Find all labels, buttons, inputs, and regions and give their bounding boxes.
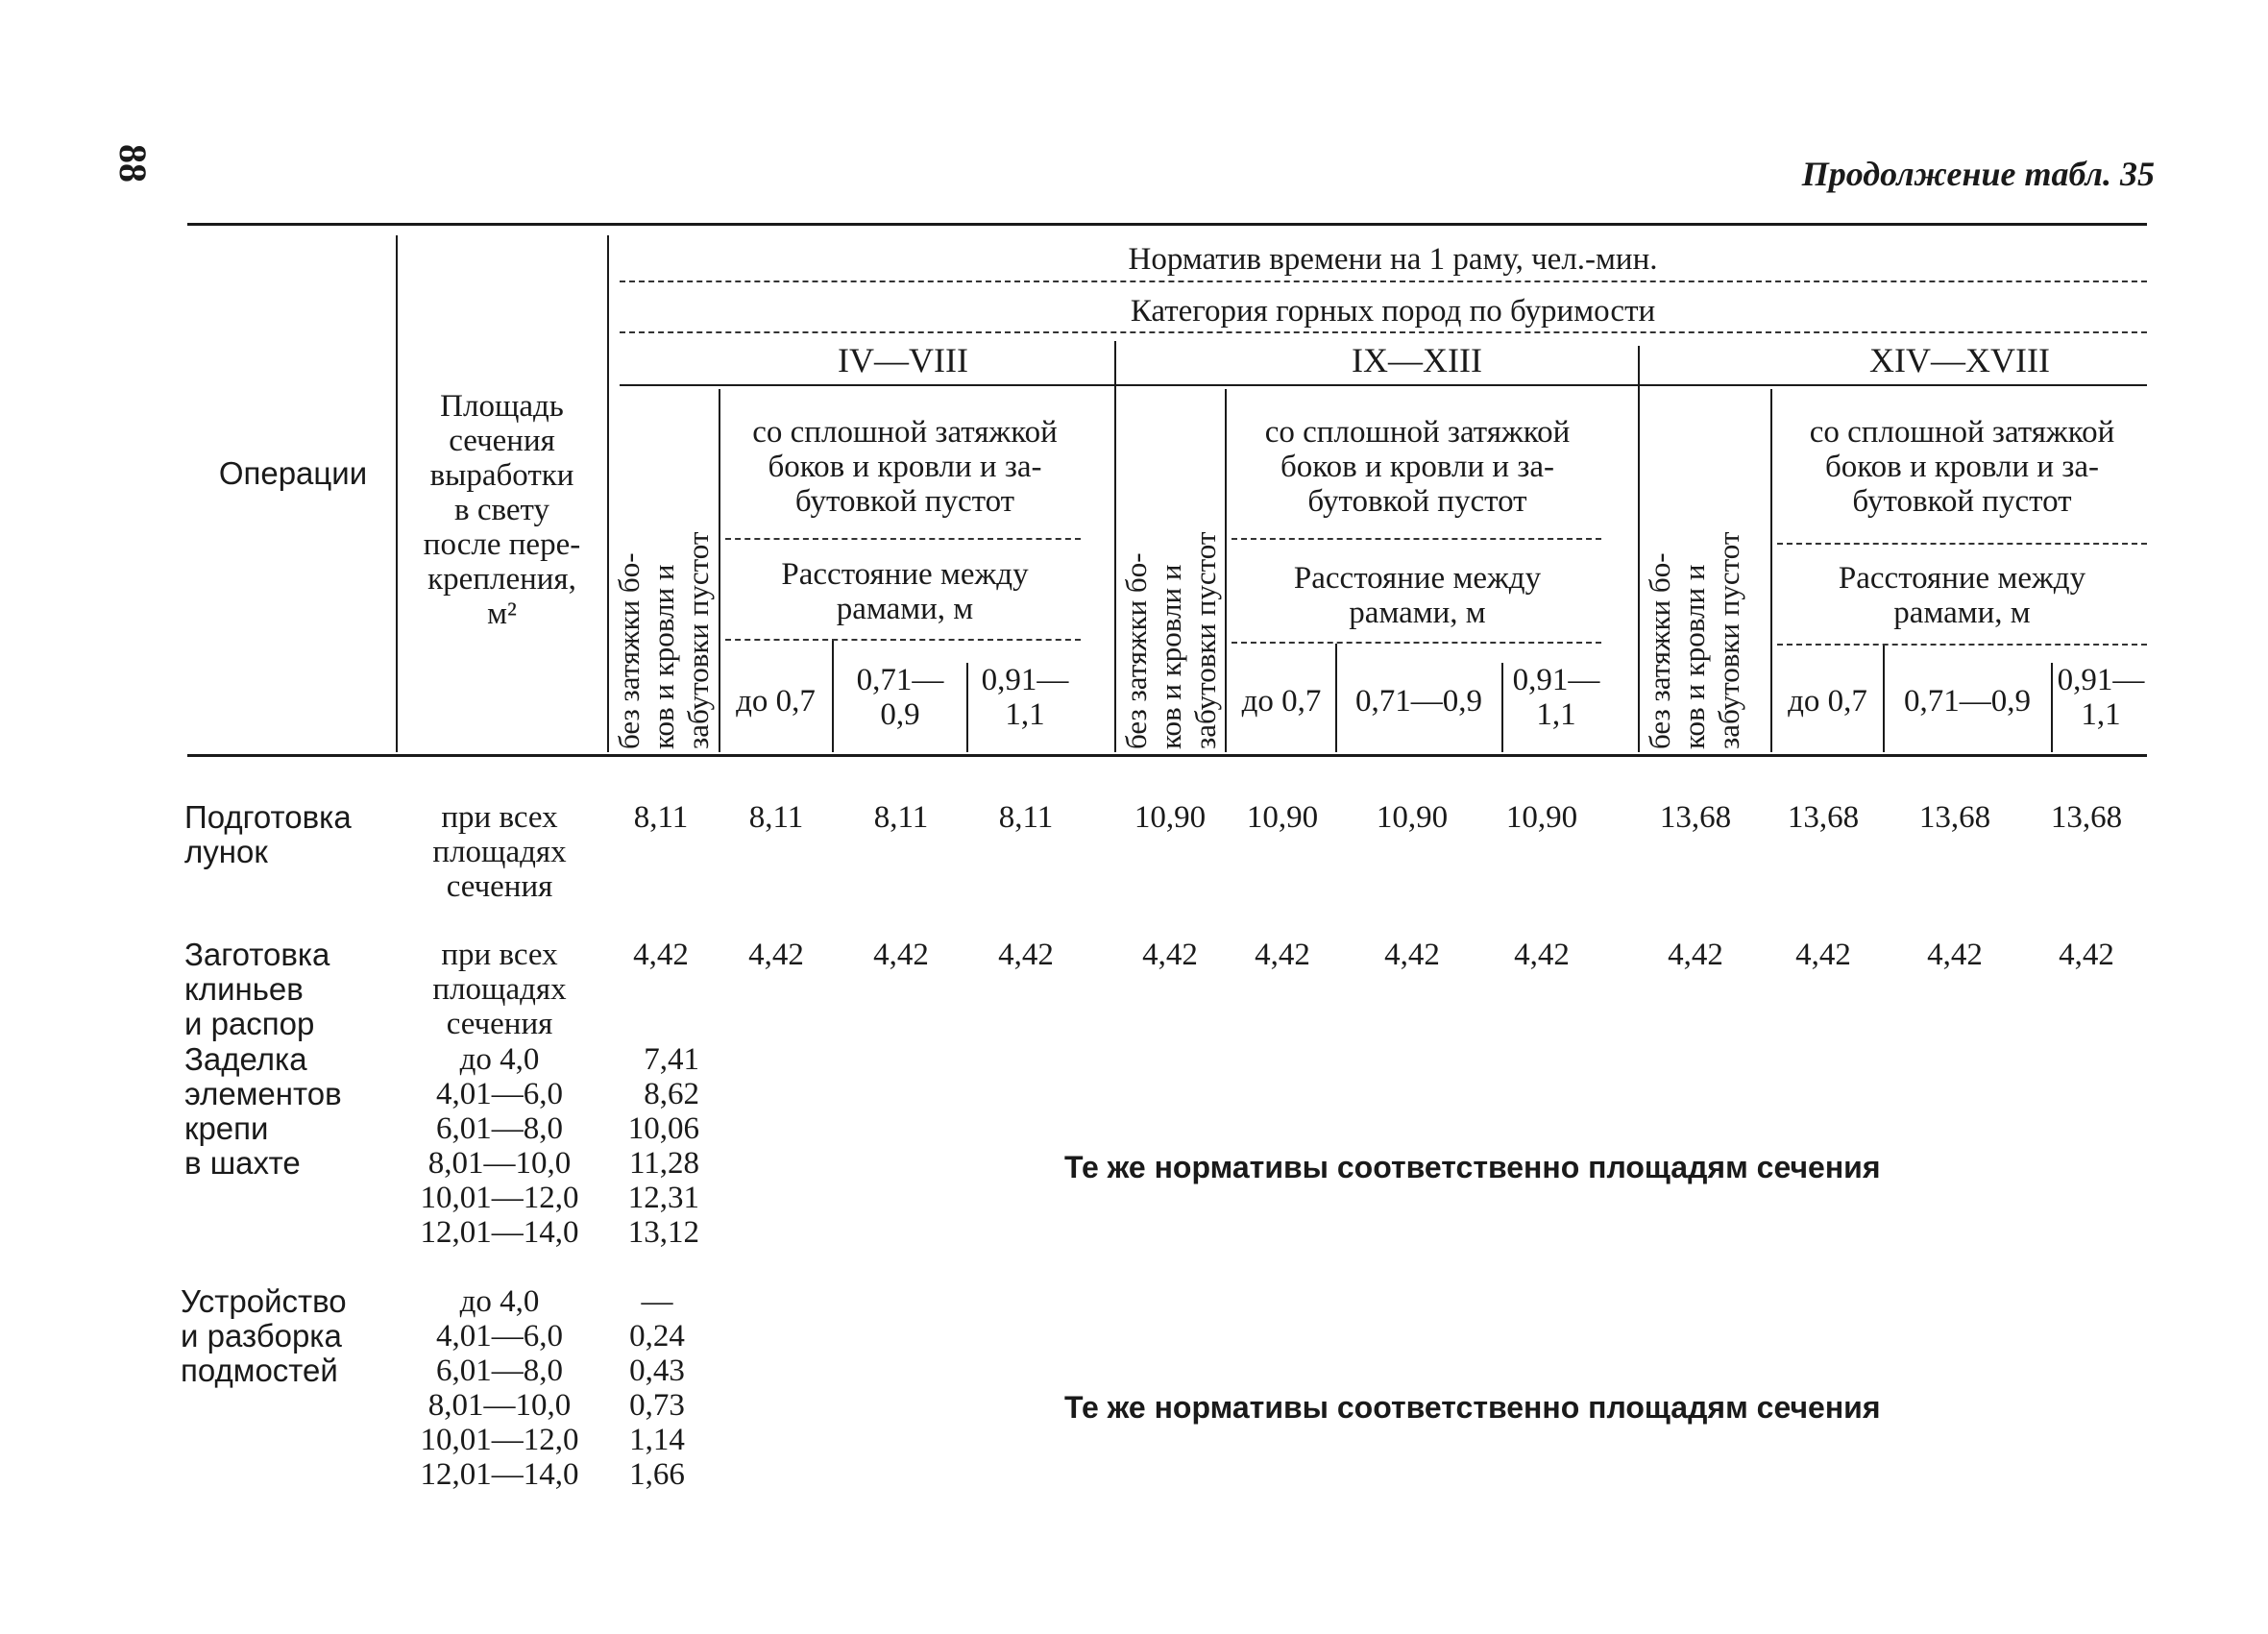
- value-cell: 8,11: [748, 800, 804, 835]
- rule-g1-dist: [725, 639, 1081, 641]
- g3-d3: 0,91— 1,1: [2057, 663, 2145, 732]
- value-cell: 4,42: [1142, 938, 1198, 972]
- value-cell: 10,90: [1505, 800, 1578, 835]
- value-cell: 4,42: [1514, 938, 1570, 972]
- g2-distance-header: Расстояние между рамами, м: [1293, 561, 1542, 630]
- value-cell: 4,42: [1927, 938, 1983, 972]
- rule-g3-with: [1777, 543, 2147, 545]
- row3-values: 7,41 8,62 10,06 11,28 12,31 13,12: [627, 1042, 699, 1250]
- divider-group-3: [1638, 346, 1640, 752]
- value-cell: 4,42: [633, 938, 689, 972]
- row1-area: при всех площадях сечения: [432, 800, 567, 904]
- g2-with-header: со сплошной затяжкой боков и кровли и за- бутовкой пустот: [1264, 415, 1571, 519]
- row3-area: до 4,0 4,01—6,0 6,01—8,0 8,01—10,0 10,01—12,0 12,01—14,0: [420, 1042, 579, 1250]
- value-cell: 4,42: [1255, 938, 1310, 972]
- g3-d1: до 0,7: [1788, 684, 1867, 719]
- header-operations: Операции: [218, 455, 368, 491]
- value-cell: 8,11: [873, 800, 929, 835]
- rule-norm: [620, 280, 2147, 282]
- g3-d2: 0,71—0,9: [1904, 684, 2031, 719]
- g1-without-header: без затяжки бо- ков и кровли и забутовки пустот: [612, 531, 715, 749]
- value-cell: 4,42: [2059, 938, 2114, 972]
- header-area: Площадь сечения выработки в свету после пере- крепления, м²: [423, 389, 581, 631]
- value-cell: 13,68: [1787, 800, 1860, 835]
- header-category: Категория горных пород по буримости: [1130, 294, 1656, 329]
- value-cell: 4,42: [998, 938, 1054, 972]
- value-cell: 10,90: [1246, 800, 1319, 835]
- rule-category: [620, 331, 2147, 333]
- value-cell: 4,42: [1384, 938, 1440, 972]
- value-cell: 4,42: [1668, 938, 1723, 972]
- rule-groups: [620, 384, 2147, 386]
- row2-area: при всех площадях сечения: [432, 938, 567, 1041]
- row4-area: до 4,0 4,01—6,0 6,01—8,0 8,01—10,0 10,01—12,0 12,01—14,0: [420, 1284, 579, 1492]
- value-cell: 13,68: [2050, 800, 2123, 835]
- g3-without-header: без затяжки бо- ков и кровли и забутовки пустот: [1643, 531, 1745, 749]
- table-top-rule: [187, 223, 2147, 226]
- page-number: 88: [111, 144, 155, 183]
- g1-d2: 0,71— 0,9: [856, 663, 944, 732]
- value-cell: 4,42: [748, 938, 804, 972]
- value-cell: 10,90: [1134, 800, 1207, 835]
- g1-with-header: со сплошной затяжкой боков и кровли и за- бутовкой пустот: [752, 415, 1058, 519]
- value-cell: 13,68: [1659, 800, 1732, 835]
- group-1-name: IV—VIII: [838, 341, 968, 379]
- header-norm: Норматив времени на 1 раму, чел.-мин.: [1128, 242, 1658, 277]
- g2-d1: до 0,7: [1241, 684, 1322, 719]
- rule-g3-dist: [1777, 644, 2147, 646]
- group-2-name: IX—XIII: [1352, 341, 1482, 379]
- row3-note: Те же нормативы соответственно площадям сечения: [1064, 1150, 1881, 1184]
- group-3-name: XIV—XVIII: [1869, 341, 2050, 379]
- row2-operation: Заготовка клиньев и распор: [184, 937, 330, 1041]
- row3-operation: Заделка элементов крепи в шахте: [184, 1041, 342, 1181]
- row4-operation: Устройство и разборка подмостей: [181, 1283, 347, 1388]
- table-header-bottom-rule: [187, 754, 2147, 757]
- divider-g2-without: [1225, 389, 1227, 752]
- rule-g2-dist: [1232, 642, 1601, 644]
- value-cell: 8,11: [633, 800, 689, 835]
- continuation-title: Продолжение табл. 35: [1801, 155, 2155, 193]
- g1-d1: до 0,7: [736, 684, 816, 719]
- value-cell: 4,42: [1795, 938, 1851, 972]
- row4-values: — 0,24 0,43 0,73 1,14 1,66: [629, 1284, 685, 1492]
- g1-distance-header: Расстояние между рамами, м: [781, 557, 1029, 626]
- value-cell: 13,68: [1918, 800, 1991, 835]
- g2-d2: 0,71—0,9: [1355, 684, 1482, 719]
- rule-g2-with: [1232, 538, 1601, 540]
- row1-operation: Подготовка лунок: [184, 799, 352, 869]
- g3-with-header: со сплошной затяжкой боков и кровли и за- бутовкой пустот: [1809, 415, 2115, 519]
- row4-note: Те же нормативы соответственно площадям сечения: [1064, 1390, 1881, 1425]
- g2-d3: 0,91— 1,1: [1512, 663, 1600, 732]
- divider-group-2: [1114, 341, 1116, 752]
- value-cell: 8,11: [998, 800, 1054, 835]
- value-cell: 4,42: [873, 938, 929, 972]
- g1-d3: 0,91— 1,1: [981, 663, 1069, 732]
- g2-without-header: без затяжки бо- ков и кровли и забутовки пустот: [1119, 531, 1222, 749]
- rule-g1-with: [725, 538, 1081, 540]
- g3-distance-header: Расстояние между рамами, м: [1838, 561, 2086, 630]
- value-cell: 10,90: [1376, 800, 1449, 835]
